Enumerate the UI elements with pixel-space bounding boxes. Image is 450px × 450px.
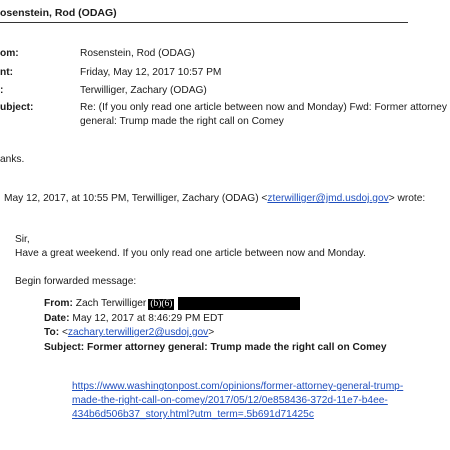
sent-label: nt: (0, 67, 14, 78)
article-link-line-3[interactable]: 434b6d506b37_story.html?utm_term=.5b691d71425c (72, 409, 314, 420)
message-text: Have a great weekend. If you only read one article between now and Monday. (15, 248, 366, 259)
forwarded-date-label: Date: (44, 313, 70, 324)
from-label: om: (0, 48, 19, 59)
to-value: Terwilliger, Zachary (ODAG) (80, 85, 207, 96)
forwarded-from-label: From: (44, 298, 73, 309)
subject-label: ubject: (0, 102, 34, 113)
forward-header: Begin forwarded message: (15, 276, 137, 287)
quote-intro-email-link[interactable]: zterwilliger@jmd.usdoj.gov (267, 193, 389, 204)
subject-line-2: general: Trump made the right call on Comey (80, 116, 284, 127)
forwarded-to-prefix: < (61, 327, 68, 338)
from-value: Rosenstein, Rod (ODAG) (80, 48, 195, 59)
thanks-text: anks. (0, 154, 25, 165)
forwarded-to-suffix: > (208, 327, 215, 338)
subject-line-1: Re: (If you only read one article between now and Monday) Fwd: Former attorney (80, 102, 447, 113)
sender-header (0, 6, 408, 23)
sent-value: Friday, May 12, 2017 10:57 PM (80, 67, 222, 78)
forwarded-to-label: To: (44, 327, 60, 338)
forwarded-date-value: May 12, 2017 at 8:46:29 PM EDT (72, 313, 224, 324)
forwarded-from-value: Zach Terwilliger (75, 298, 147, 309)
sender-name: osenstein, Rod (ODAG) (0, 7, 117, 19)
quote-intro (4, 192, 425, 205)
forwarded-from-row (44, 297, 174, 310)
forwarded-date-row (44, 312, 224, 325)
forwarded-subject-row (44, 341, 387, 354)
quote-intro-suffix: > wrote: (388, 193, 426, 204)
greeting: Sir, (15, 234, 30, 245)
quote-intro-prefix: May 12, 2017, at 10:55 PM, Terwilliger, Zachary (ODAG) < (4, 193, 268, 204)
to-label: : (0, 85, 4, 96)
forwarded-subject-value: Former attorney general: Trump made the right call on Comey (87, 342, 387, 353)
forwarded-to-row (44, 326, 214, 339)
redaction-code: (b)(6) (150, 299, 173, 309)
forwarded-to-email-link[interactable]: zachary.terwilliger2@usdoj.gov (67, 327, 209, 338)
redaction-bar (178, 297, 300, 310)
article-link-line-1[interactable]: https://www.washingtonpost.com/opinions/former-attorney-general-trump- (72, 381, 404, 392)
article-link-line-2[interactable]: made-the-right-call-on-comey/2017/05/12/0e858436-372d-11e7-b4ee- (72, 395, 388, 406)
forwarded-subject-label: Subject: (44, 342, 85, 353)
